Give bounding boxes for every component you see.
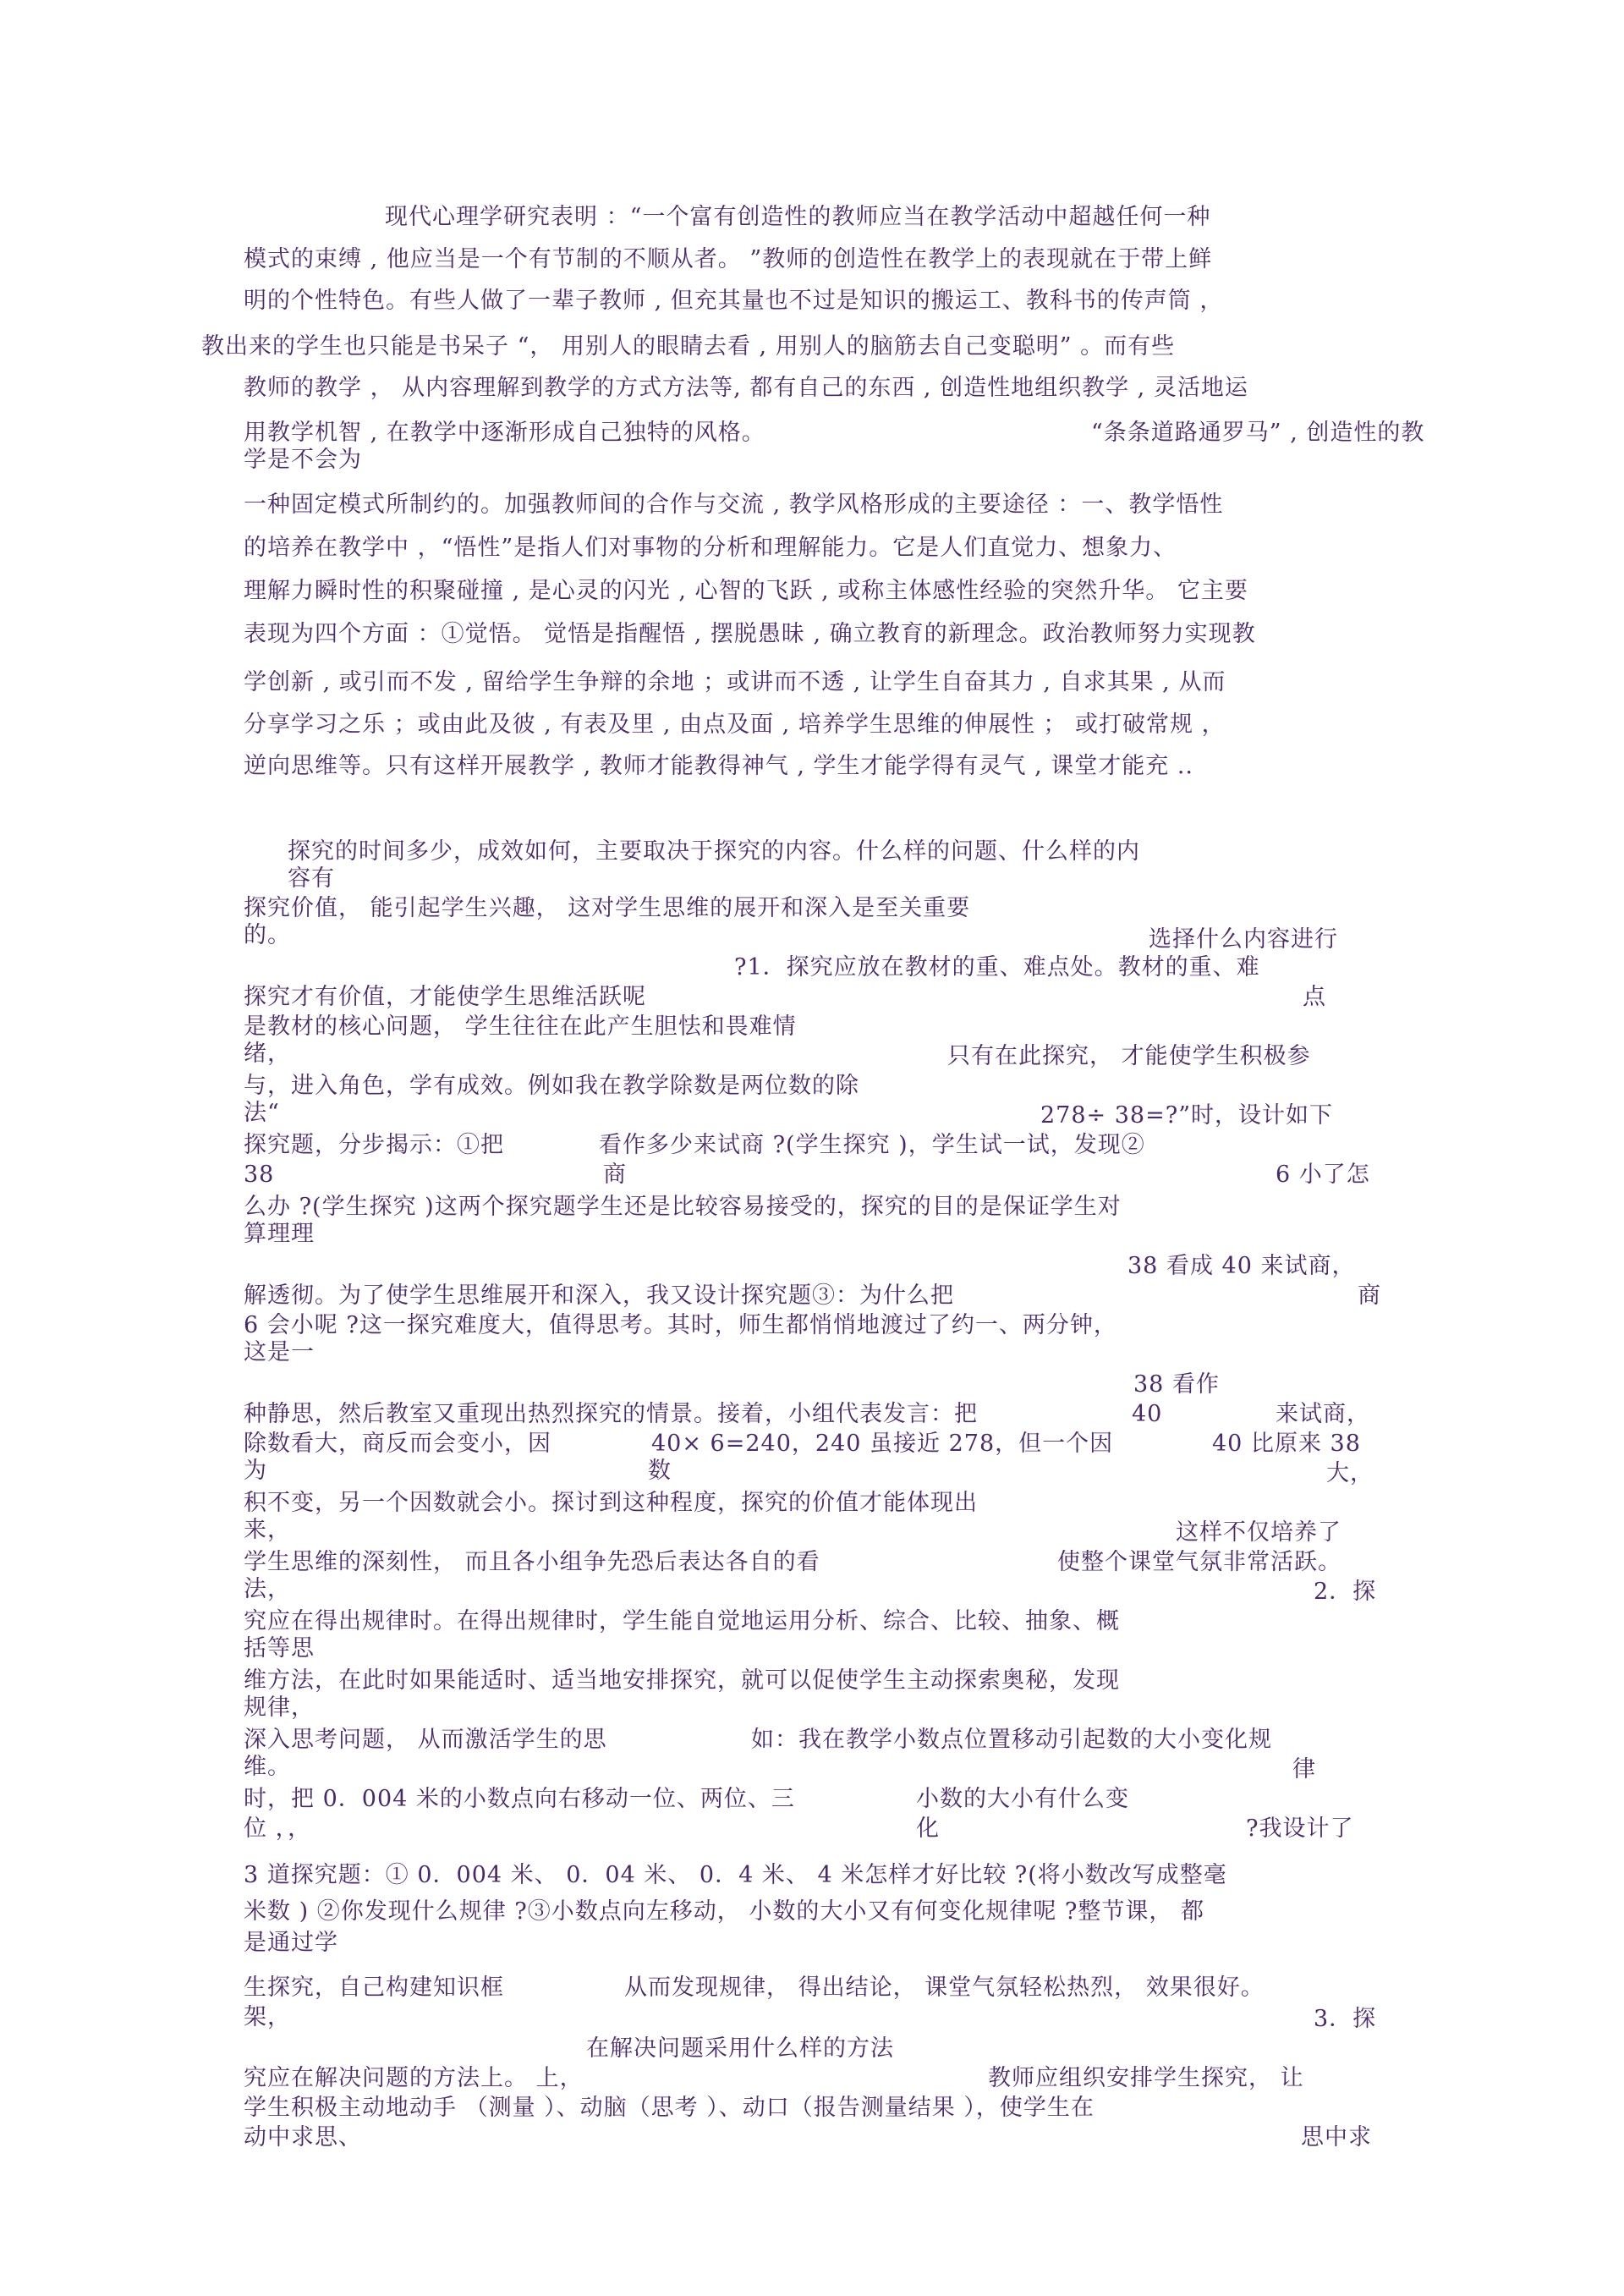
text-line: 教师应组织安排学生探究， 让 bbox=[988, 2065, 1304, 2091]
text-line: 6 小了怎 bbox=[1276, 1162, 1370, 1188]
text-line: ?我设计了 bbox=[1246, 1815, 1354, 1842]
text-line: 6 会小呢 ?这一探究难度大，值得思考。其时，师生都悄悄地渡过了约一、两分钟， bbox=[244, 1312, 1117, 1338]
text-line: 明的个性特色。有些人做了一辈子教师 , 但充其量也不过是知识的搬运工、教科书的传声筒 ， bbox=[244, 288, 1224, 314]
text-line: 来， bbox=[244, 1517, 291, 1543]
text-line: 规律， bbox=[244, 1695, 315, 1721]
text-line: 数 bbox=[648, 1458, 672, 1484]
text-line: 40 比原来 38 bbox=[1212, 1431, 1361, 1457]
text-line: 律 bbox=[1292, 1756, 1316, 1782]
text-line: 动中求思、 bbox=[244, 2124, 362, 2150]
text-line: 化 bbox=[916, 1815, 940, 1842]
text-line: 绪， bbox=[244, 1041, 291, 1067]
text-line: 米数 ) ②你发现什么规律 ?③小数点向左移动， 小数的大小又有何变化规律呢 ?整节课， 都 bbox=[244, 1898, 1204, 1925]
text-line: 使整个课堂气氛非常活跃。 bbox=[1057, 1549, 1341, 1575]
text-line: 与，进入角色，学有成效。例如我在教学除数是两位数的除 bbox=[244, 1073, 859, 1099]
text-line: 探究的时间多少，成效如何，主要取决于探究的内容。什么样的问题、什么样的内 bbox=[288, 838, 1140, 865]
text-line: 教师的教学 ， 从内容理解到教学的方式方法等, 都有自己的东西 , 创造性地组织教学 , 灵活地运 bbox=[244, 375, 1248, 401]
text-line: 这是一 bbox=[244, 1339, 315, 1365]
text-line: 点 bbox=[1303, 984, 1326, 1010]
text-line: 时，把 0．004 米的小数点向右移动一位、两位、三 bbox=[244, 1786, 795, 1812]
text-line: 法， bbox=[244, 1576, 291, 1602]
text-line: 的。 bbox=[244, 922, 291, 948]
text-line: 278÷ 38=?”时，设计如下 bbox=[1040, 1102, 1333, 1129]
text-line: 在解决问题采用什么样的方法 bbox=[586, 2035, 894, 2062]
text-line: 括等思 bbox=[244, 1635, 315, 1662]
text-line: 3．探 bbox=[1314, 2006, 1377, 2032]
text-line: 如：我在教学小数点位置移动引起数的大小变化规 bbox=[751, 1727, 1272, 1753]
text-line: 深入思考问题， 从而激活学生的思 bbox=[244, 1727, 607, 1753]
text-line: 商 bbox=[603, 1162, 627, 1188]
text-line: 小数的大小有什么变 bbox=[916, 1786, 1129, 1812]
text-line: 学生思维的深刻性， 而且各小组争先恐后表达各自的看 bbox=[244, 1549, 820, 1575]
text-line: 究应在解决问题的方法上。 上， bbox=[244, 2065, 584, 2091]
text-line: 学创新 , 或引而不发 , 留给学生争辩的余地 ；或讲而不透 , 让学生自奋其力 , 自求其果 , 从而 bbox=[244, 669, 1226, 695]
text-line: 大， bbox=[1326, 1460, 1374, 1486]
text-line: 学是不会为 bbox=[244, 447, 362, 473]
text-line: 2．探 bbox=[1314, 1579, 1377, 1605]
text-line: 解透彻。为了使学生思维展开和深入，我又设计探究题③：为什么把 bbox=[244, 1283, 954, 1309]
text-line: 看作多少来试商 ?(学生探究 )，学生试一试，发现② bbox=[599, 1132, 1145, 1158]
text-line: 是通过学 bbox=[244, 1930, 338, 1956]
text-line: 积不变，另一个因数就会小。探讨到这种程度，探究的价值才能体现出 bbox=[244, 1490, 978, 1516]
text-line: 商 bbox=[1358, 1283, 1381, 1309]
text-line: 模式的束缚 , 他应当是一个有节制的不顺从者。 ”教师的创造性在教学上的表现就在于带上鲜 bbox=[244, 246, 1213, 272]
text-line: 这样不仅培养了 bbox=[1176, 1519, 1341, 1546]
text-line: 表现为四个方面 ：①觉悟。 觉悟是指醒悟 , 摆脱愚昧 , 确立教育的新理念。政治教师努力实现教 bbox=[244, 621, 1256, 647]
text-line: 容有 bbox=[288, 865, 335, 892]
text-line: 探究价值， 能引起学生兴趣， 这对学生思维的展开和深入是至关重要 bbox=[244, 895, 971, 921]
text-line: 现代心理学研究表明 ：“一个富有创造性的教师应当在教学活动中超越任何一种 bbox=[385, 204, 1211, 230]
text-line: 究应在得出规律时。在得出规律时，学生能自觉地运用分析、综合、比较、抽象、概 bbox=[244, 1608, 1120, 1634]
text-line: 逆向思维等。只有这样开展教学 , 教师才能教得神气 , 学生才能学得有灵气 , 课堂才能充 .. bbox=[244, 753, 1193, 779]
text-line: 选择什么内容进行 bbox=[1149, 926, 1338, 953]
text-line: 分享学习之乐 ；或由此及彼 , 有表及里 , 由点及面 , 培养学生思维的伸展性 ； 或打破常规 ， bbox=[244, 711, 1226, 738]
text-line: 38 看成 40 来试商， bbox=[1127, 1253, 1356, 1279]
text-line: 架， bbox=[244, 2004, 291, 2030]
text-line: 为 bbox=[244, 1458, 267, 1484]
text-line: 学生积极主动地动手 （测量 ）、动脑（思考 ）、动口（报告测量结果 ），使学生在 bbox=[244, 2095, 1095, 2121]
text-line: 从而发现规律， 得出结论， 课堂气氛轻松热烈， 效果很好。 bbox=[624, 1975, 1265, 2001]
text-line: 教出来的学生也只能是书呆子 “， 用别人的眼睛去看 , 用别人的脑筋去自己变聪明” 。而有些 bbox=[201, 333, 1176, 360]
text-line: 维。 bbox=[244, 1754, 291, 1780]
text-line: 么办 ?(学生探究 )这两个探究题学生还是比较容易接受的，探究的目的是保证学生对 bbox=[244, 1194, 1122, 1220]
text-line: ?1．探究应放在教材的重、难点处。教材的重、难 bbox=[734, 954, 1260, 980]
text-line: 40× 6=240，240 虽接近 278，但一个因 bbox=[651, 1431, 1114, 1457]
text-line: 算理理 bbox=[244, 1221, 315, 1247]
text-line: 位 ，， bbox=[244, 1815, 312, 1842]
text-line: 来试商， bbox=[1276, 1401, 1370, 1427]
text-line: 38 bbox=[244, 1162, 275, 1188]
text-line: 法“ bbox=[244, 1100, 280, 1126]
text-line: 探究才有价值，才能使学生思维活跃呢 bbox=[244, 984, 646, 1010]
text-line: 维方法，在此时如果能适时、适当地安排探究，就可以促使学生主动探索奥秘，发现 bbox=[244, 1667, 1120, 1694]
text-line: 是教材的核心问题， 学生往往在此产生胆怯和畏难情 bbox=[244, 1013, 797, 1040]
text-line: 理解力瞬时性的积聚碰撞 , 是心灵的闪光 , 心智的飞跃 , 或称主体感性经验的突然升华。 它主要 bbox=[244, 578, 1248, 604]
text-line: 生探究，自己构建知识框 bbox=[244, 1975, 504, 2001]
text-line: 种静思，然后教室又重现出热烈探究的情景。接着，小组代表发言：把 bbox=[244, 1401, 978, 1427]
text-line: 38 看作 bbox=[1133, 1371, 1220, 1398]
text-line: 思中求 bbox=[1301, 2124, 1372, 2150]
text-line: 探究题，分步揭示：①把 bbox=[244, 1132, 504, 1158]
text-line: 除数看大，商反而会变小，因 bbox=[244, 1431, 551, 1457]
text-line: 的培养在教学中 ，“悟性”是指人们对事物的分析和理解能力。它是人们直觉力、想象力、 bbox=[244, 535, 1177, 561]
text-line: 用教学机智 , 在教学中逐渐形成自己独特的风格。 bbox=[244, 420, 765, 446]
text-line: 3 道探究题：① 0．004 米、 0．04 米、 0．4 米、 4 米怎样才好比较 ?(将小数改写成整毫 bbox=[244, 1862, 1227, 1888]
text-line: “条条道路通罗马” , 创造性的教 bbox=[1091, 420, 1425, 446]
text-line: 一种固定模式所制约的。加强教师间的合作与交流 , 教学风格形成的主要途径 ：一、教学悟性 bbox=[244, 492, 1224, 518]
text-line: 只有在此探究， 才能使学生积极参 bbox=[947, 1043, 1311, 1069]
text-line: 40 bbox=[1132, 1401, 1163, 1427]
